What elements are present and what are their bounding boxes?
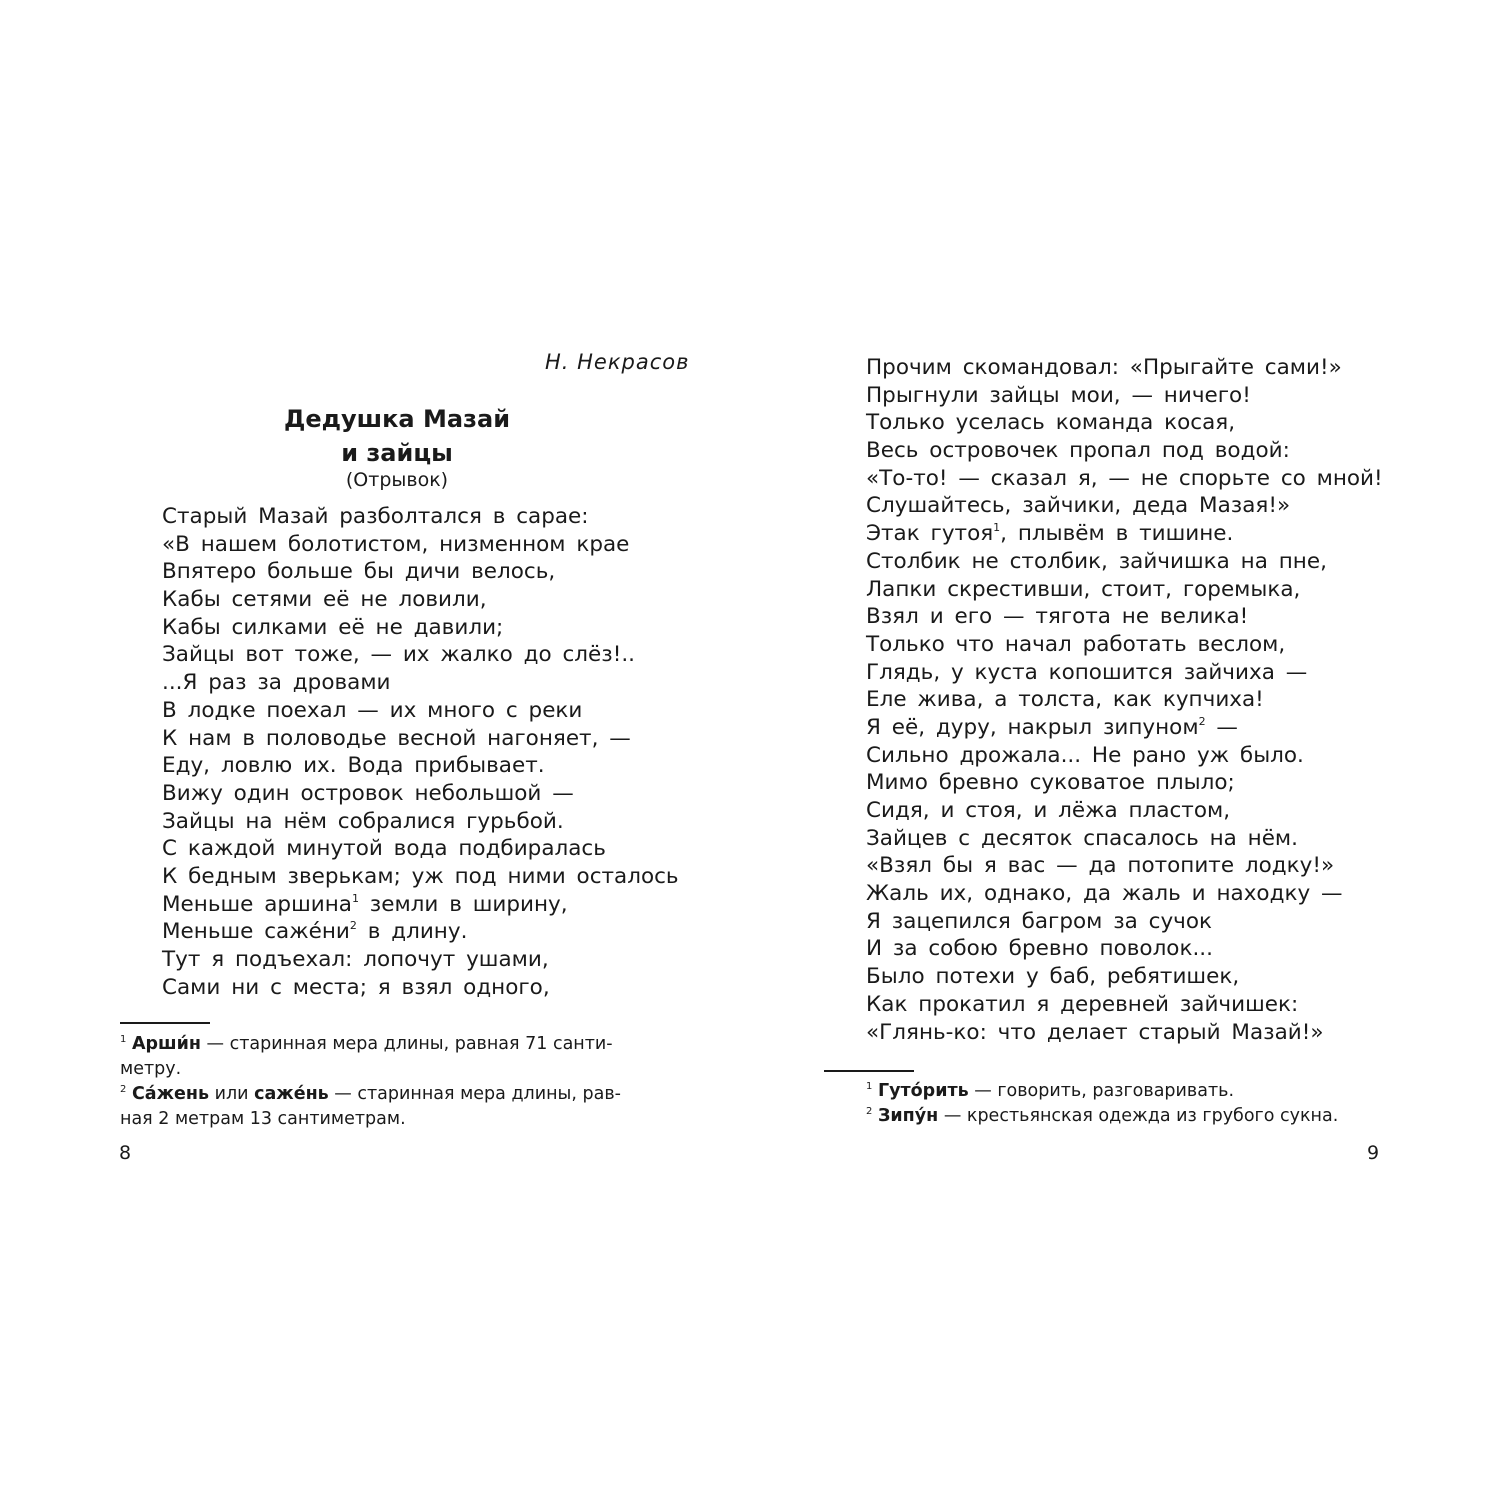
verse-line: Сильно дрожала... Не рано уж было. bbox=[866, 742, 1304, 768]
verse-line: Еле жива, а толста, как купчиха! bbox=[866, 687, 1264, 713]
footnote-divider bbox=[824, 1070, 914, 1072]
verse-line: Глядь, у куста копошится зайчиха — bbox=[866, 659, 1308, 685]
verse-line: Прочим скомандовал: «Прыгайте сами!» bbox=[866, 355, 1342, 380]
verse-line: Было потехи у баб, ребятишек, bbox=[866, 964, 1240, 990]
verse-line: Старый Мазай разболтался в сарае: bbox=[162, 504, 589, 529]
verse-line bbox=[162, 891, 679, 919]
footnote-number: 1 bbox=[866, 1081, 873, 1092]
footnote-number: 1 bbox=[120, 1034, 127, 1045]
verse-line: Прыгнули зайцы мои, — ничего! bbox=[866, 382, 1251, 408]
verse-line: С каждой минутой вода подбиралась bbox=[162, 836, 606, 862]
verse-line: Зайцев с десяток спасалось на нём. bbox=[866, 825, 1298, 851]
verse-line: Я зацепился багром за сучок bbox=[866, 908, 1213, 934]
verse-line-end: в длину. bbox=[356, 919, 468, 945]
verse-line bbox=[866, 520, 1383, 548]
footnote-text: или bbox=[209, 1084, 255, 1104]
verse-line-start: Этак гутоя bbox=[866, 521, 994, 547]
verse-line: Зайцы вот тоже, — их жалко до слёз!.. bbox=[162, 642, 635, 668]
footnote-ref: 1 bbox=[993, 521, 1001, 535]
footnote-2 bbox=[866, 1104, 1426, 1129]
verse-line: К бедным зверькам; уж под ними осталось bbox=[162, 863, 679, 889]
verse-line: Зайцы на нём собралися гурьбой. bbox=[162, 808, 564, 834]
footnote-ref: 1 bbox=[351, 891, 359, 905]
footnote-1 bbox=[120, 1032, 680, 1057]
verse-line: Мимо бревно суковатое плыло; bbox=[866, 770, 1235, 796]
verse-line: Жаль их, однако, да жаль и находку — bbox=[866, 881, 1343, 907]
verse-line: Еду, ловлю их. Вода прибывает. bbox=[162, 753, 545, 779]
footnote-term: саже́нь bbox=[254, 1084, 329, 1104]
page-number-left: 8 bbox=[119, 1142, 132, 1164]
poem-title bbox=[190, 402, 604, 470]
footnote-2-cont: ная 2 метрам 13 сантиметрам. bbox=[120, 1109, 406, 1129]
verse-line: «То-то! — сказал я, — не спорьте со мной! bbox=[866, 465, 1383, 491]
footnote-term: Арши́н bbox=[131, 1034, 201, 1054]
verse-line: Взял и его — тягота не велика! bbox=[866, 604, 1249, 630]
footnote-text: — крестьянская одежда из грубого сукна. bbox=[938, 1106, 1339, 1126]
verse-line: И за собою бревно поволок... bbox=[866, 936, 1213, 962]
verse-line: Кабы сетями её не ловили, bbox=[162, 587, 487, 613]
footnote-number: 2 bbox=[866, 1106, 873, 1117]
right-page-verse bbox=[866, 354, 1383, 1046]
verse-line-start: Меньше аршина bbox=[162, 891, 352, 917]
verse-line: Тут я подъехал: лопочут ушами, bbox=[162, 947, 549, 972]
footnotes-left bbox=[120, 1032, 680, 1132]
footnote-term: Гуто́рить bbox=[877, 1081, 969, 1101]
footnote-term: Зипу́н bbox=[877, 1106, 939, 1126]
verse-line: Кабы силками её не давили; bbox=[162, 614, 504, 640]
poem-title-line-1: Дедушка Мазай bbox=[283, 405, 511, 433]
verse-line: Сами ни с места; я взял одного, bbox=[162, 974, 550, 1000]
footnote-ref: 2 bbox=[1198, 714, 1206, 728]
verse-line-end: земли в ширину, bbox=[358, 891, 568, 917]
verse-line: ...Я раз за дровами bbox=[162, 670, 391, 696]
verse-line: Лапки скрестивши, стоит, горемыка, bbox=[866, 576, 1301, 602]
footnote-text: — старинная мера длины, рав- bbox=[328, 1084, 621, 1104]
verse-line-end: , плывём в тишине. bbox=[1000, 521, 1234, 547]
footnote-text: — говорить, разговаривать. bbox=[968, 1081, 1235, 1101]
footnote-ref: 2 bbox=[349, 919, 357, 933]
page-number-right: 9 bbox=[1367, 1142, 1380, 1164]
verse-line-end: — bbox=[1205, 714, 1238, 740]
verse-line: В лодке поехал — их много с реки bbox=[162, 697, 583, 723]
verse-line: Слушайтесь, зайчики, деда Мазая!» bbox=[866, 493, 1291, 519]
author-name: Н. Некрасов bbox=[545, 350, 690, 374]
verse-line: Только что начал работать веслом, bbox=[866, 631, 1286, 657]
verse-line: Впятеро больше бы дичи велось, bbox=[162, 559, 556, 585]
verse-line: Только уселась команда косая, bbox=[866, 410, 1236, 436]
verse-line: «Взял бы я вас — да потопите лодку!» bbox=[866, 853, 1335, 879]
footnotes-right bbox=[866, 1079, 1426, 1129]
poem-subtitle: (Отрывок) bbox=[345, 469, 449, 491]
footnote-2 bbox=[120, 1082, 680, 1107]
verse-line: К нам в половодье весной нагоняет, — bbox=[162, 725, 631, 751]
footnote-divider bbox=[120, 1022, 210, 1024]
verse-line: Как прокатил я деревней зайчишек: bbox=[866, 991, 1299, 1017]
footnote-1-cont: метру. bbox=[120, 1059, 182, 1079]
poem-title-line-2: и зайцы bbox=[341, 439, 453, 467]
left-page-verse bbox=[162, 503, 679, 1001]
verse-line bbox=[162, 918, 679, 946]
verse-line-start: Я её, дуру, накрыл зипуном bbox=[866, 714, 1199, 740]
footnote-1 bbox=[866, 1079, 1426, 1104]
verse-line-start: Меньше саже́ни bbox=[162, 919, 350, 945]
verse-line: Сидя, и стоя, и лёжа пластом, bbox=[866, 798, 1231, 823]
footnote-text: — старинная мера длины, равная 71 санти- bbox=[200, 1034, 613, 1054]
verse-line: Весь островочек пропал под водой: bbox=[866, 438, 1290, 464]
verse-line: Вижу один островок небольшой — bbox=[162, 780, 574, 806]
verse-line: «Глянь-ко: что делает старый Мазай!» bbox=[866, 1019, 1324, 1045]
verse-line: «В нашем болотистом, низменном крае bbox=[162, 531, 630, 557]
verse-line: Столбик не столбик, зайчишка на пне, bbox=[866, 548, 1327, 574]
footnote-number: 2 bbox=[120, 1084, 127, 1095]
verse-line bbox=[866, 714, 1383, 742]
footnote-term: Са́жень bbox=[131, 1084, 210, 1104]
